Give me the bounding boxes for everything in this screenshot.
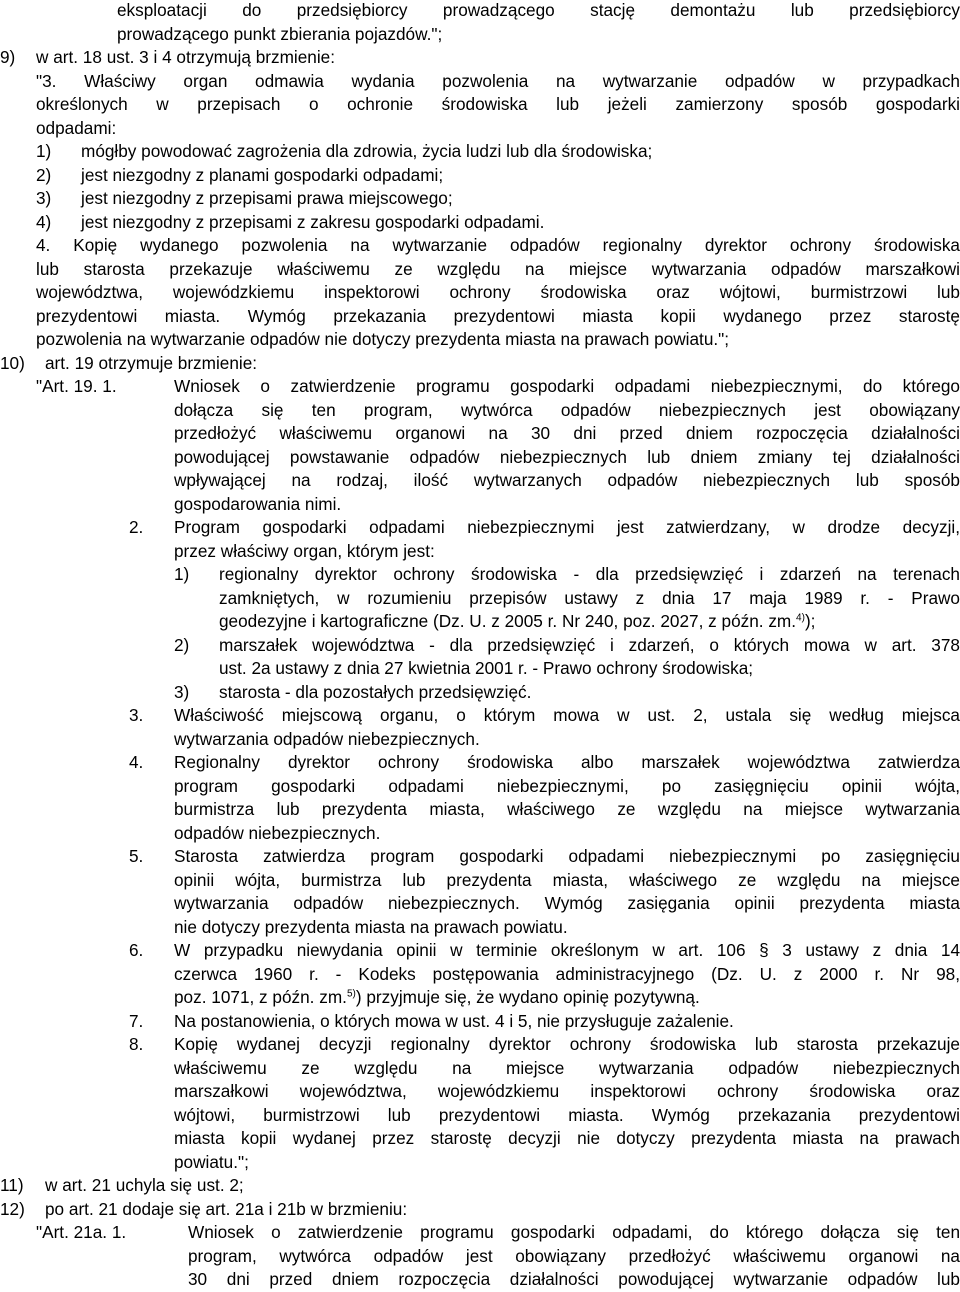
text-segment bbox=[117, 23, 442, 47]
text-run: 3. bbox=[129, 705, 144, 725]
document-line bbox=[0, 117, 960, 141]
text-segment bbox=[188, 1245, 960, 1269]
text-run: gospodarowania nimi. bbox=[174, 493, 342, 514]
text-segment bbox=[219, 563, 960, 587]
text-run: mógłby powodować zagrożenia dla zdrowia, życia ludzi lub dla środowiska; bbox=[81, 141, 653, 161]
document-line bbox=[0, 1104, 960, 1128]
text-run: Starosta zatwierdza program gospodarki odpadami niebezpiecznymi po zasięgnięciu bbox=[174, 846, 960, 866]
text-segment bbox=[0, 1174, 36, 1198]
text-segment bbox=[36, 70, 960, 94]
text-run: "3. Właściwy organ odmawia wydania pozwolenia na wytwarzanie odpadów w przypadkach bbox=[36, 70, 960, 91]
document-line bbox=[0, 1080, 960, 1104]
text-segment bbox=[36, 117, 116, 141]
text-segment bbox=[36, 211, 81, 235]
document-line bbox=[0, 140, 960, 164]
text-segment bbox=[36, 187, 81, 211]
text-segment bbox=[36, 93, 960, 117]
text-segment bbox=[219, 610, 815, 634]
text-run: geodezyjne i kartograficzne (Dz. U. z 2005 r. Nr 240, poz. 2027, z późn. zm. bbox=[219, 611, 797, 631]
text-run: 2. bbox=[129, 517, 144, 537]
text-run: "Art. 21a. 1. bbox=[36, 1222, 127, 1242]
text-segment bbox=[129, 516, 174, 540]
text-segment bbox=[219, 587, 960, 611]
text-segment bbox=[36, 164, 81, 188]
document-line bbox=[0, 211, 960, 235]
text-segment bbox=[174, 939, 960, 963]
text-segment bbox=[174, 681, 219, 705]
text-segment bbox=[174, 1127, 960, 1151]
text-segment bbox=[36, 1221, 188, 1245]
document-line bbox=[0, 916, 960, 940]
text-run: burmistrza lub prezydenta miasta, właściwego ze względu na miejsce wytwarzania bbox=[174, 799, 960, 819]
document-line bbox=[0, 446, 960, 470]
document-line bbox=[0, 822, 960, 846]
text-run: 4) bbox=[36, 211, 52, 232]
text-run: Wniosek o zatwierdzenie programu gospodarki odpadami, do którego dołącza się ten bbox=[188, 1222, 960, 1242]
document-line bbox=[0, 516, 960, 540]
text-run: jest niezgodny z przepisami z zakresu gospodarki odpadami. bbox=[81, 211, 545, 232]
text-segment bbox=[0, 352, 36, 376]
text-run: 1) bbox=[36, 141, 52, 161]
footnote-marker: 4) bbox=[796, 612, 805, 624]
text-segment bbox=[174, 1057, 960, 1081]
document-line bbox=[0, 1057, 960, 1081]
text-run: marszałkowi województwa, wojewódzkiemu inspektorowi ochrony środowiska oraz bbox=[174, 1081, 960, 1101]
text-run: 12) bbox=[0, 1198, 25, 1219]
document-line bbox=[0, 751, 960, 775]
document-line bbox=[0, 1174, 960, 1198]
text-run: czerwca 1960 r. - Kodeks postępowania administracyjnego (Dz. U. z 2000 r. Nr 98, bbox=[174, 963, 960, 984]
text-segment bbox=[129, 1010, 174, 1034]
document-line bbox=[0, 375, 960, 399]
text-run: powodującej powstawanie odpadów niebezpiecznych lub dniem zmiany tej działalności bbox=[174, 446, 960, 467]
document-line bbox=[0, 1198, 960, 1222]
text-run: ust. 2a ustawy z dnia 27 kwietnia 2001 r. - Prawo ochrony środowiska; bbox=[219, 658, 754, 678]
text-segment bbox=[174, 469, 960, 493]
text-segment bbox=[117, 0, 960, 23]
document-line bbox=[0, 258, 960, 282]
text-run: prowadzącego punkt zbierania pojazdów."; bbox=[117, 23, 443, 44]
text-segment bbox=[174, 916, 568, 940]
text-segment bbox=[188, 1268, 960, 1292]
text-segment bbox=[174, 1033, 960, 1057]
text-run: przedłożyć właściwemu organowi na 30 dni przed dniem rozpoczęcia działalności bbox=[174, 423, 960, 443]
document-line bbox=[0, 1268, 960, 1292]
text-run: program, wytwórca odpadów jest obowiązany przedłożyć właściwemu organowi na bbox=[188, 1245, 960, 1266]
text-run: w art. 21 uchyla się ust. 2; bbox=[45, 1175, 244, 1195]
text-run: w art. 18 ust. 3 i 4 otrzymują brzmienie: bbox=[36, 47, 335, 67]
text-segment bbox=[45, 1174, 244, 1198]
text-segment bbox=[36, 305, 960, 329]
text-segment bbox=[174, 375, 960, 399]
document-line bbox=[0, 187, 960, 211]
document-line bbox=[0, 70, 960, 94]
document-line bbox=[0, 704, 960, 728]
text-segment bbox=[174, 963, 960, 987]
text-segment bbox=[174, 986, 700, 1010]
document-line bbox=[0, 540, 960, 564]
text-run: właściwemu ze względu na miejsce wytwarzania odpadów niebezpiecznych bbox=[174, 1057, 960, 1078]
text-run: 3) bbox=[36, 188, 52, 208]
text-segment bbox=[219, 634, 960, 658]
text-run: dołącza się ten program, wytwórca odpadów niebezpiecznych jest obowiązany bbox=[174, 399, 960, 420]
text-run: jest niezgodny z planami gospodarki odpadami; bbox=[81, 164, 444, 185]
text-segment bbox=[36, 46, 335, 70]
text-segment bbox=[0, 46, 36, 70]
document-line bbox=[0, 46, 960, 70]
document-line bbox=[0, 1010, 960, 1034]
text-run: ) przyjmuje się, że wydano opinię pozytywną. bbox=[355, 987, 700, 1007]
text-segment bbox=[174, 563, 219, 587]
text-segment bbox=[174, 798, 960, 822]
document-line bbox=[0, 0, 960, 23]
text-run: W przypadku niewydania opinii w terminie określonym w art. 106 § 3 ustawy z dnia 14 bbox=[174, 940, 960, 960]
text-segment bbox=[174, 446, 960, 470]
text-segment bbox=[0, 1198, 36, 1222]
text-run: miasta kopii wydanej przez starostę decyzji nie dotyczy prezydenta miasta na prawach bbox=[174, 1128, 960, 1148]
text-segment bbox=[174, 751, 960, 775]
document-line bbox=[0, 563, 960, 587]
text-run: 2) bbox=[36, 164, 52, 185]
text-segment bbox=[174, 775, 960, 799]
text-segment bbox=[174, 1151, 249, 1175]
text-run: Program gospodarki odpadami niebezpiecznymi jest zatwierdzany, w drodze decyzji, bbox=[174, 517, 960, 537]
text-segment bbox=[129, 939, 174, 963]
footnote-marker: 5) bbox=[346, 988, 356, 1000]
document-line bbox=[0, 939, 960, 963]
text-run: wójtowi, burmistrzowi lub prezydentowi miasta. Wymóg przekazania prezydentowi bbox=[174, 1104, 960, 1125]
document-line bbox=[0, 657, 960, 681]
document-line bbox=[0, 164, 960, 188]
text-segment bbox=[129, 1033, 174, 1057]
document-line bbox=[0, 305, 960, 329]
document-line bbox=[0, 1151, 960, 1175]
text-run: lub starosta przekazuje właściwemu ze względu na miejsce wytwarzania odpadów marszałkowi bbox=[36, 258, 960, 279]
document-line bbox=[0, 281, 960, 305]
document-line bbox=[0, 1221, 960, 1245]
text-segment bbox=[174, 728, 480, 752]
text-run: 8. bbox=[129, 1034, 144, 1054]
document-line bbox=[0, 610, 960, 634]
text-run: 10) bbox=[0, 352, 25, 373]
text-segment bbox=[174, 1010, 734, 1034]
text-segment bbox=[174, 704, 960, 728]
text-run: 7. bbox=[129, 1010, 144, 1031]
text-run: powiatu."; bbox=[174, 1151, 249, 1172]
text-run: program gospodarki odpadami niebezpiecznymi, po zasięgnięciu opinii wójta, bbox=[174, 775, 960, 796]
document-line bbox=[0, 681, 960, 705]
text-run: 30 dni przed dniem rozpoczęcia działalności powodującej wytwarzanie odpadów lub bbox=[188, 1269, 960, 1289]
text-segment bbox=[174, 516, 960, 540]
document-line bbox=[0, 422, 960, 446]
text-segment bbox=[174, 422, 960, 446]
text-run: zamkniętych, w rozumieniu przepisów ustawy z dnia 17 maja 1989 r. - Prawo bbox=[219, 587, 960, 608]
text-run: 9) bbox=[0, 47, 16, 67]
text-run: eksploatacji do przedsiębiorcy prowadzącego stację demontażu lub przedsiębiorcy bbox=[117, 0, 960, 20]
text-run: nie dotyczy prezydenta miasta na prawach powiatu. bbox=[174, 916, 568, 937]
text-run: Na postanowienia, o których mowa w ust. 4 i 5, nie przysługuje zażalenie. bbox=[174, 1010, 734, 1031]
text-segment bbox=[174, 1080, 960, 1104]
text-segment bbox=[219, 681, 531, 705]
document-line bbox=[0, 469, 960, 493]
text-run: jest niezgodny z przepisami prawa miejscowego; bbox=[81, 188, 453, 208]
text-run: regionalny dyrektor ochrony środowiska - dla przedsięwzięć i zdarzeń na terenach bbox=[219, 564, 960, 584]
text-run: prezydentowi miasta. Wymóg przekazania prezydentowi miasta kopii wydanego przez starostę bbox=[36, 305, 960, 326]
text-segment bbox=[188, 1221, 960, 1245]
text-segment bbox=[129, 704, 174, 728]
text-segment bbox=[219, 657, 753, 681]
text-run: opinii wójta, burmistrza lub prezydenta miasta, właściwego ze względu na miejsce bbox=[174, 869, 960, 890]
text-run: 5. bbox=[129, 846, 144, 866]
document-line bbox=[0, 328, 960, 352]
text-run: ); bbox=[804, 611, 816, 631]
text-run: 3) bbox=[174, 681, 190, 702]
text-run: 4. bbox=[129, 752, 144, 772]
text-segment bbox=[45, 1198, 407, 1222]
text-segment bbox=[174, 540, 435, 564]
document-line bbox=[0, 892, 960, 916]
document-line bbox=[0, 845, 960, 869]
text-segment bbox=[81, 211, 544, 235]
text-run: przez właściwy organ, którym jest: bbox=[174, 540, 435, 561]
text-segment bbox=[36, 258, 960, 282]
text-run: określonych w przepisach o ochronie środowiska lub jeżeli zamierzony sposób gospodarki bbox=[36, 94, 960, 114]
text-segment bbox=[174, 634, 219, 658]
text-run: Kopię wydanej decyzji regionalny dyrektor ochrony środowiska lub starosta przekazuje bbox=[174, 1034, 960, 1054]
text-run: "Art. 19. 1. bbox=[36, 376, 117, 396]
document-line bbox=[0, 1127, 960, 1151]
document-line bbox=[0, 234, 960, 258]
text-run: 2) bbox=[174, 634, 190, 655]
text-run: Regionalny dyrektor ochrony środowiska albo marszałek województwa zatwierdza bbox=[174, 752, 960, 772]
text-segment bbox=[174, 1104, 960, 1128]
document-line bbox=[0, 493, 960, 517]
text-run: wpływającej na rodzaj, ilość wytwarzanych odpadów niebezpiecznych lub sposób bbox=[174, 470, 960, 490]
document-line bbox=[0, 869, 960, 893]
document-line bbox=[0, 352, 960, 376]
text-run: starosta - dla pozostałych przedsięwzięć. bbox=[219, 681, 532, 702]
text-segment bbox=[174, 892, 960, 916]
text-run: Właściwość miejscową organu, o którym mowa w ust. 2, ustala się według miejsca bbox=[174, 705, 960, 725]
document-line bbox=[0, 634, 960, 658]
document-line bbox=[0, 399, 960, 423]
text-run: 4. Kopię wydanego pozwolenia na wytwarzanie odpadów regionalny dyrektor ochrony środowiska bbox=[36, 235, 960, 255]
text-segment bbox=[174, 399, 960, 423]
text-segment bbox=[81, 187, 453, 211]
text-segment bbox=[129, 751, 174, 775]
text-run: Wniosek o zatwierdzenie programu gospodarki odpadami niebezpiecznymi, do którego bbox=[174, 376, 960, 396]
text-run: po art. 21 dodaje się art. 21a i 21b w brzmieniu: bbox=[45, 1198, 408, 1219]
document-line bbox=[0, 986, 960, 1010]
document-line bbox=[0, 1033, 960, 1057]
text-run: wytwarzania odpadów niebezpiecznych. bbox=[174, 728, 480, 749]
text-run: marszałek województwa - dla przedsięwzięć i zdarzeń, o których mowa w art. 378 bbox=[219, 634, 960, 655]
text-run: odpadami: bbox=[36, 117, 117, 138]
document-line bbox=[0, 728, 960, 752]
text-run: art. 19 otrzymuje brzmienie: bbox=[45, 352, 258, 373]
document-line bbox=[0, 23, 960, 47]
text-run: 11) bbox=[0, 1175, 24, 1195]
text-segment bbox=[45, 352, 257, 376]
text-segment bbox=[81, 140, 652, 164]
text-segment bbox=[36, 140, 81, 164]
document-line bbox=[0, 1245, 960, 1269]
text-run: 6. bbox=[129, 940, 144, 960]
text-segment bbox=[36, 281, 960, 305]
text-segment bbox=[36, 375, 174, 399]
document-line bbox=[0, 587, 960, 611]
text-segment bbox=[36, 328, 729, 352]
document-line bbox=[0, 963, 960, 987]
text-segment bbox=[174, 845, 960, 869]
text-run: 1) bbox=[174, 564, 190, 584]
text-segment bbox=[174, 493, 341, 517]
text-segment bbox=[81, 164, 443, 188]
text-run: odpadów niebezpiecznych. bbox=[174, 822, 381, 843]
text-run: województwa, wojewódzkiemu inspektorowi ochrony środowiska oraz wójtowi, burmistrzowi lub bbox=[36, 282, 960, 302]
document-line bbox=[0, 798, 960, 822]
document-line bbox=[0, 93, 960, 117]
text-segment bbox=[174, 822, 380, 846]
text-run: wytwarzania odpadów niebezpiecznych. Wymóg zasięgania opinii prezydenta miasta bbox=[174, 893, 960, 913]
text-run: pozwolenia na wytwarzanie odpadów nie dotyczy prezydenta miasta na prawach powiatu."; bbox=[36, 329, 730, 349]
text-run: poz. 1071, z późn. zm. bbox=[174, 987, 347, 1007]
document-line bbox=[0, 775, 960, 799]
text-segment bbox=[174, 869, 960, 893]
text-segment bbox=[36, 234, 960, 258]
text-segment bbox=[129, 845, 174, 869]
